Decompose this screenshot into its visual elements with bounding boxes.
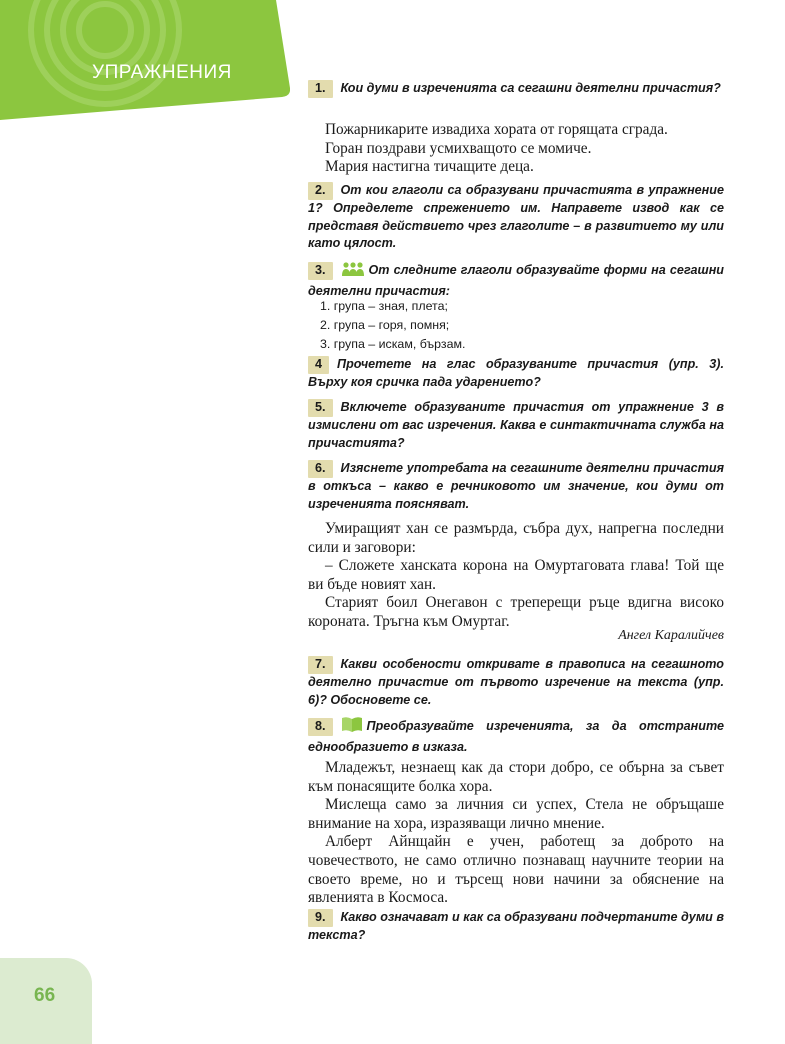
section-title: УПРАЖНЕНИЯ (92, 62, 232, 83)
task-number: 1. (308, 80, 333, 98)
list-item: 2. група – горя, помня; (320, 318, 450, 332)
task-number: 3. (308, 262, 333, 280)
task-number: 6. (308, 460, 333, 478)
example-sentences-8 (308, 759, 724, 908)
group-work-icon (341, 261, 365, 283)
excerpt-paragraph: Старият боил Онегавон с треперещи ръце вдигна високо короната. Тръгна към Омуртаг. (308, 594, 724, 630)
sentence: Мислеща само за личния си успех, Стела не обръщаше внимание на хора, изразяващи лично мнение. (308, 796, 724, 832)
task-2 (308, 182, 724, 253)
task-number: 7. (308, 656, 333, 674)
example-sentences-1 (308, 121, 724, 177)
task-7 (308, 656, 724, 709)
list-item: 3. група – искам, бързам. (320, 337, 466, 351)
task-4 (308, 356, 724, 392)
task-6 (308, 460, 724, 513)
sentence: Пожарникарите извадиха хората от горящата сграда. (325, 121, 668, 138)
excerpt (308, 520, 724, 632)
sentence: Алберт Айнщайн е учен, работещ за доброто на човечеството, не само отлично познаващ научните теории на своето време, но и търсещ нови начини за обяснение на явленията в Космоса. (308, 833, 724, 907)
section-tab-background (0, 0, 290, 120)
task-number: 2. (308, 182, 333, 200)
task-8 (308, 716, 724, 757)
task-5 (308, 399, 724, 452)
task-text: Преобразувайте изреченията, за да отстраните еднообразието в изказа. (308, 719, 724, 754)
task-1 (308, 80, 724, 98)
sentence: Мария настигна тичащите деца. (325, 158, 534, 176)
task-text: От кои глаголи са образувани причастията в упражнение 1? Определете спрежението им. Направете извод как се представя действието чрез глаголите – в развитието му или като цялост. (308, 183, 724, 251)
task-number: 4 (308, 356, 329, 374)
task-text: Какви особености откривате в правописа на сегашното деятелно причастие от първото изречение на текста (упр. 6)? Обосновете се. (308, 657, 724, 707)
task-9 (308, 909, 724, 945)
task-text: Какво означават и как са образувани подчертаните думи в текста? (308, 910, 724, 942)
excerpt-paragraph: Умиращият хан се размърда, събра дух, напрегна последни сили и заговори: (308, 520, 724, 556)
task-number: 5. (308, 399, 333, 417)
task-number: 9. (308, 909, 333, 927)
task-text: От следните глаголи образувайте форми на сегашни деятелни причастия: (308, 263, 724, 298)
verb-groups (320, 297, 465, 354)
task-text: Кои думи в изреченията са сегашни деятелни причастия? (340, 81, 721, 95)
excerpt-paragraph: – Сложете ханската корона на Омуртаговата глава! Той ще ви бъде новият хан. (308, 557, 724, 593)
book-icon (341, 716, 363, 739)
section-tab (0, 0, 290, 120)
sentence: Горан поздрави усмихващото се момиче. (325, 139, 592, 157)
task-text: Включете образуваните причастия от упражнение 3 в измислени от вас изречения. Каква е синтактичната служба на причастията? (308, 400, 724, 450)
excerpt-author: Ангел Каралийчев (618, 628, 724, 643)
task-text: Прочетете на глас образуваните причастия (упр. 3). Върху коя сричка пада ударението? (308, 357, 724, 389)
sentence: Младежът, незнаещ как да стори добро, се обърна за съвет към понасящите болка хора. (308, 759, 724, 795)
task-text: Изяснете употребата на сегашните деятелни причастия в откъса – какво е речниковото им значение, кои думи от изреченията поясняват. (308, 461, 724, 511)
list-item: 1. група – зная, плета; (320, 299, 448, 313)
task-number: 8. (308, 718, 333, 736)
page-number: 66 (34, 985, 56, 1006)
task-3 (308, 261, 724, 301)
